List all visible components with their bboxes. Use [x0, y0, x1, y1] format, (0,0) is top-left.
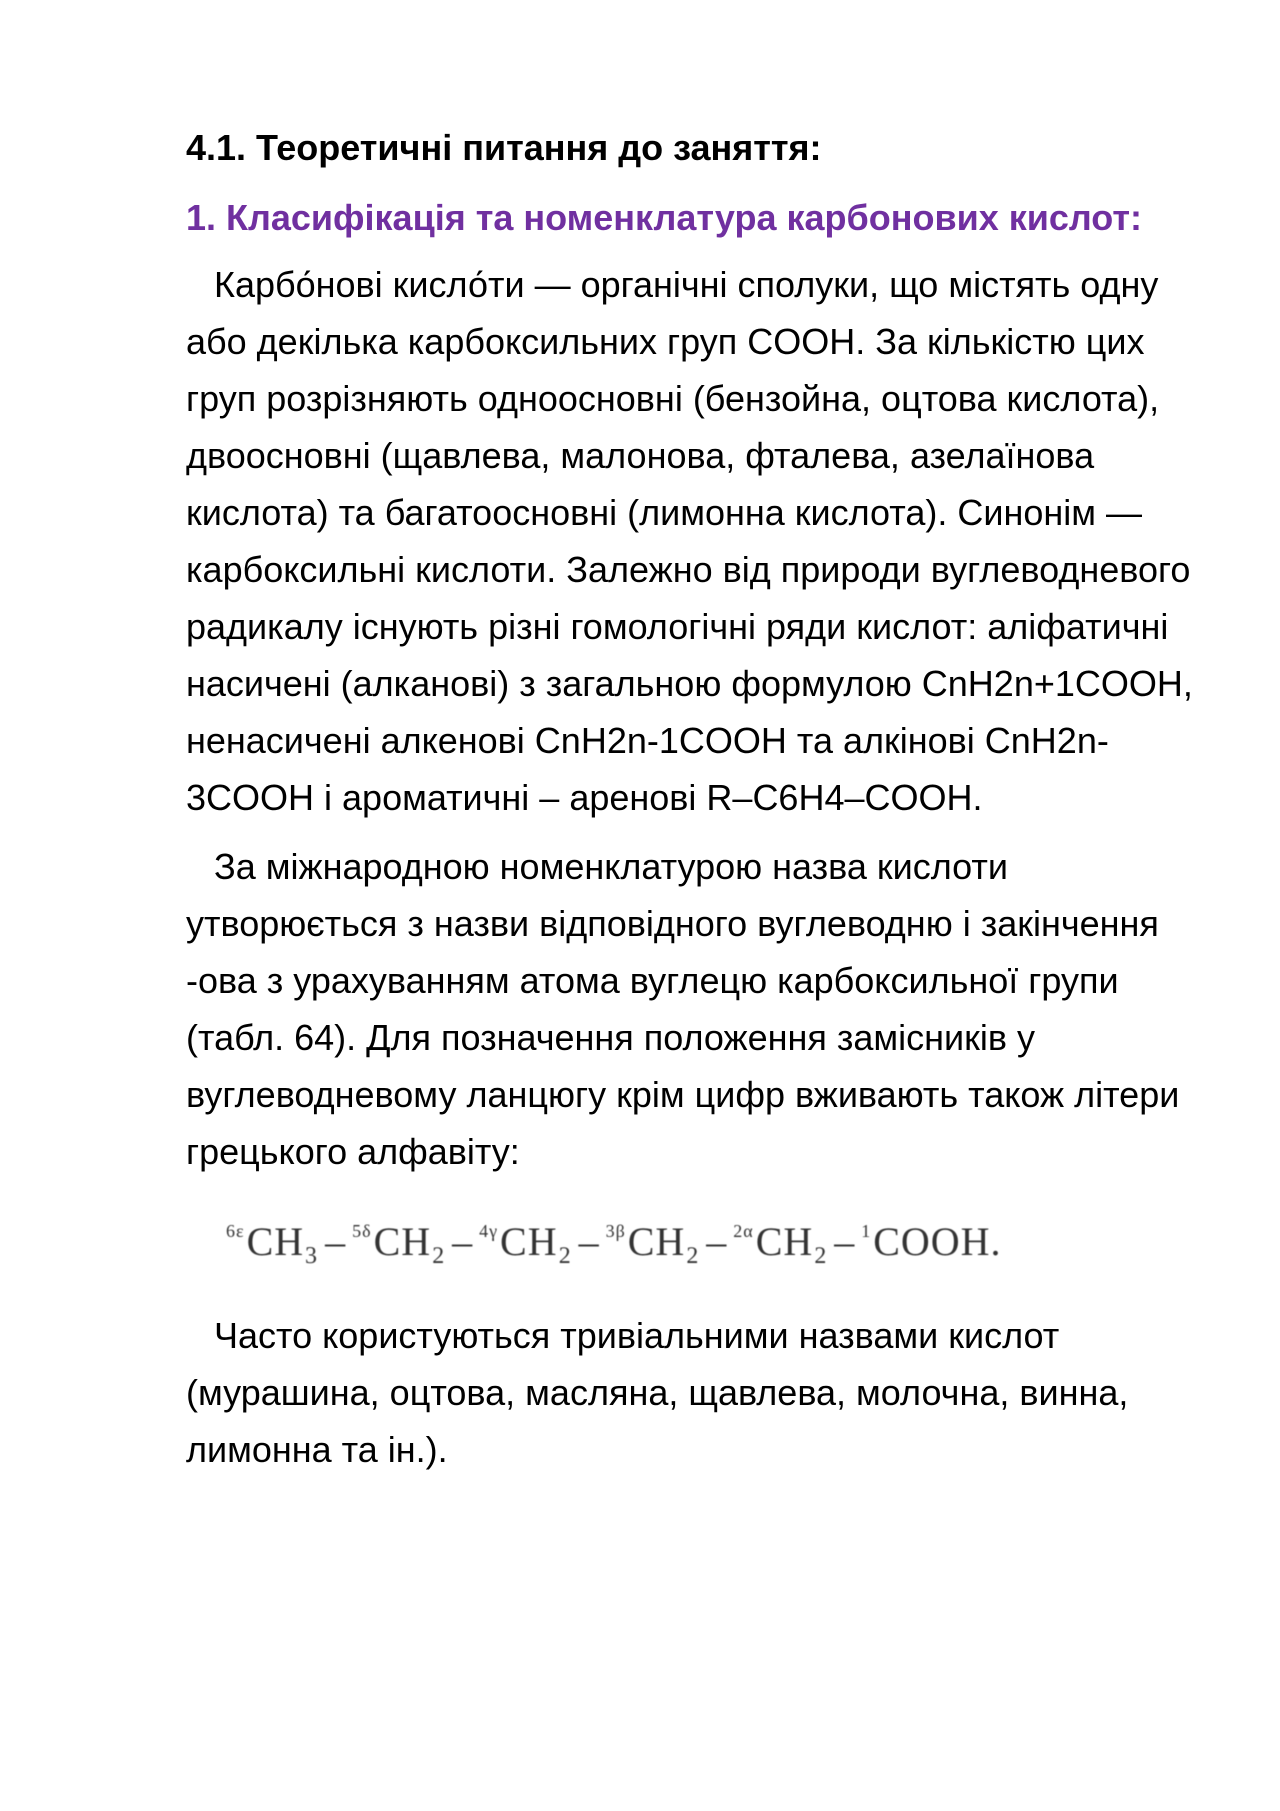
formula-group-4: $^{4\gamma}$CH₂: [479, 1219, 573, 1264]
paragraph-nomenclature: За міжнародною номенклатурою назва кислоти утворюється з назви відповідного вуглеводню і закінчення -ова з урахуванням атома вуглецю карбоксильної групи (табл. 64). Для позначення положення замісників у вуглеводневому ланцюгу крім цифр вживають також літери грецького алфавіту:: [186, 846, 1180, 1172]
formula-separator: –: [834, 1219, 856, 1264]
chemical-formula: [226, 1218, 1216, 1265]
formula-group-1: $^1$COOH.: [861, 1219, 1002, 1264]
formula-group-2: $^{2\alpha}$CH₂: [733, 1219, 829, 1264]
formula-separator: –: [706, 1219, 728, 1264]
paragraph-definition: Карбо́нові кисло́ти — органічні сполуки, що містять одну або декілька карбоксильних груп COOH. За кількістю цих груп розрізняють одноосновні (бензойна, оцтова кислота), двоосновні (щавлева, малонова, фталева, азелаїнова кислота) та багатоосновні (лимонна кислота). Синонім — карбоксильні кислоти. Залежно від природи вуглеводневого радикалу існують різні гомологічні ряди кислот: аліфатичні насичені (алканові) з загальною формулою CnH2n+1COOH, ненасичені алкенові CnH2n-1COOH та алкінові CnH2n-3COOH і ароматичні – аренові R–C6H4–COOH.: [186, 264, 1193, 818]
section-heading: 4.1. Теоретичні питання до заняття:: [186, 127, 822, 168]
formula-separator: –: [452, 1219, 474, 1264]
formula-group-3: $^{3\beta}$CH₂: [605, 1219, 701, 1264]
section-subheading: 1. Класифікація та номенклатура карбонових кислот:: [186, 197, 1143, 238]
formula-group-6: $^{6\varepsilon}$CH₃: [226, 1219, 320, 1264]
formula-group-5: $^{5\delta}$CH₂: [352, 1219, 447, 1264]
formula-separator: –: [578, 1219, 600, 1264]
document-page: [186, 122, 1216, 1478]
paragraph-trivial-names: Часто користуються тривіальними назвами кислот (мурашина, оцтова, масляна, щавлева, молочна, винна, лимонна та ін.).: [186, 1315, 1129, 1470]
formula-separator: –: [325, 1219, 347, 1264]
